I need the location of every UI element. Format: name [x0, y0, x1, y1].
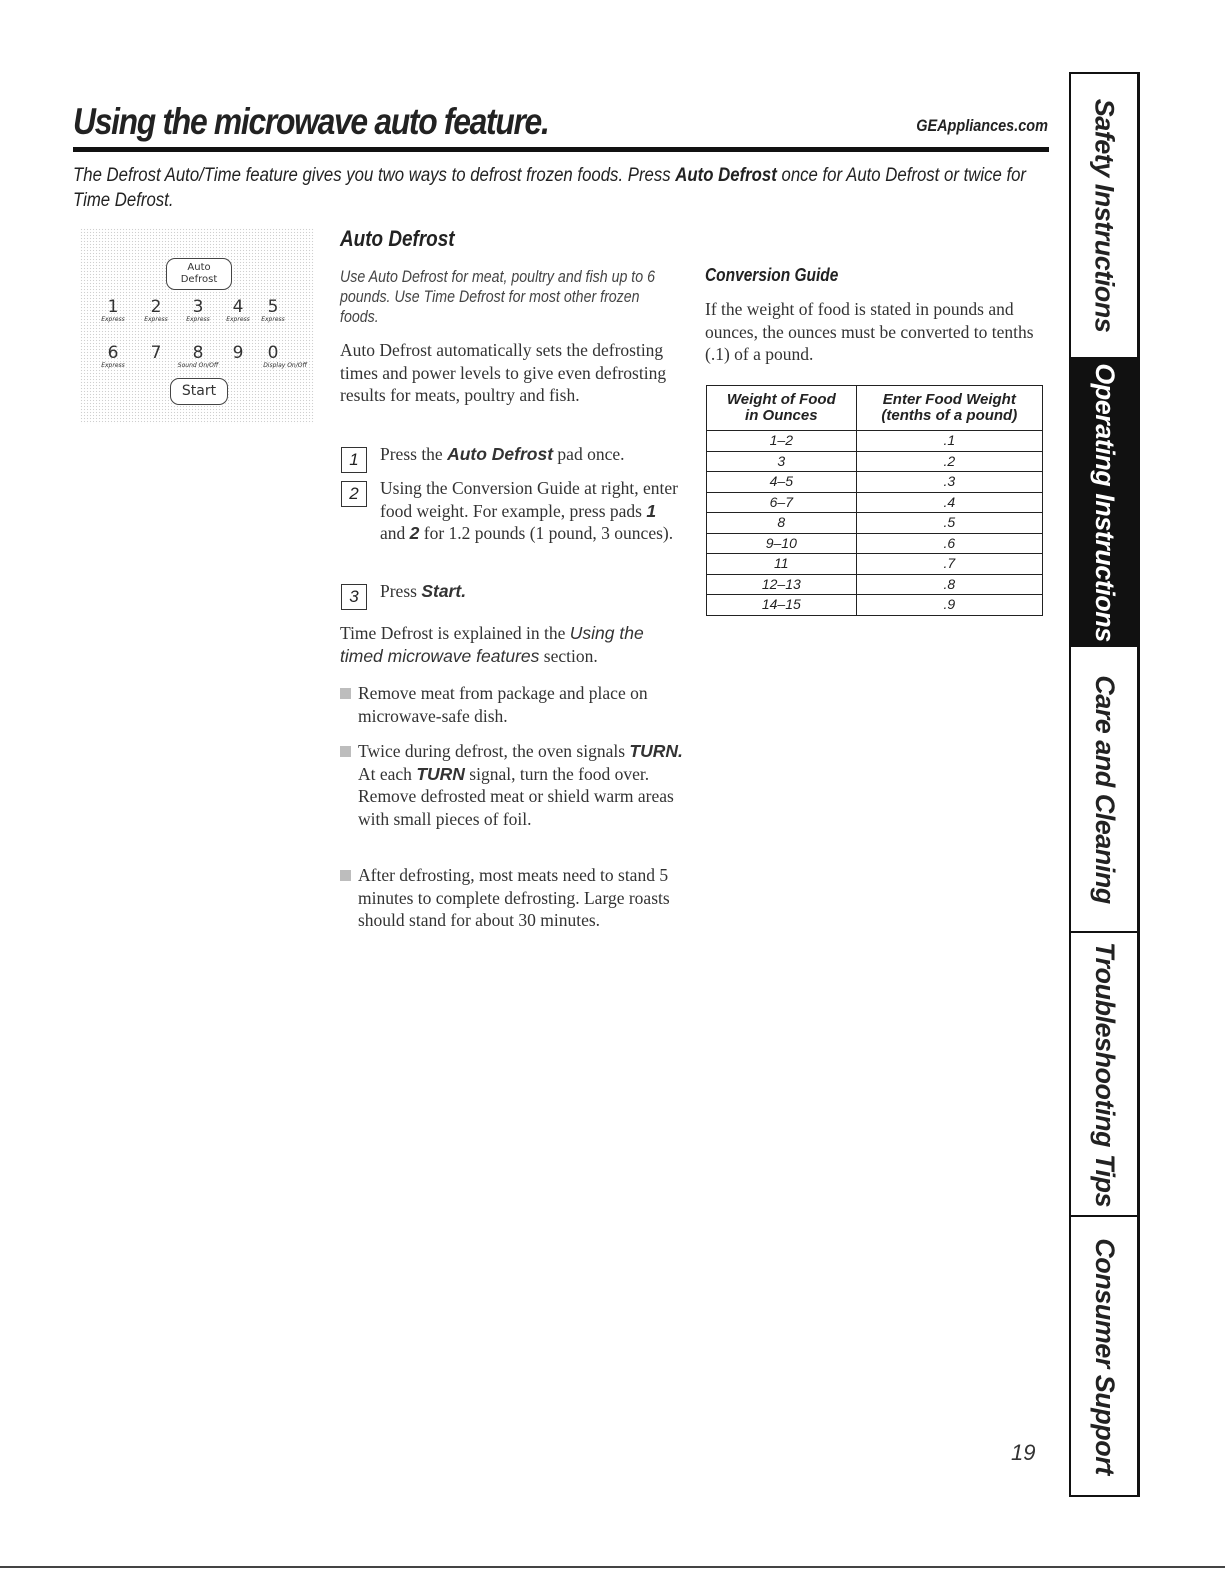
bullet-square-icon	[340, 746, 351, 757]
tenths-cell: .2	[856, 451, 1042, 472]
key-0-sublabel: Display On/Off	[263, 362, 307, 369]
ounces-cell: 8	[707, 513, 857, 534]
website-link[interactable]: GEAppliances.com	[916, 116, 1048, 135]
key-6-sublabel: Express	[101, 362, 125, 369]
ounces-cell: 4–5	[707, 472, 857, 493]
table-row	[707, 595, 1043, 616]
key-3: 3	[192, 297, 204, 317]
ounces-cell: 3	[707, 451, 857, 472]
start-key: Start	[170, 378, 228, 405]
key-1-sublabel: Express	[101, 316, 125, 323]
tip-bullet: After defrosting, most meats need to stand 5 minutes to complete defrosting. Large roasts should stand for about 30 minutes.	[340, 864, 685, 932]
ounces-cell: 1–2	[707, 431, 857, 452]
tenths-cell: .1	[856, 431, 1042, 452]
table-row	[707, 533, 1043, 554]
table-row	[707, 554, 1043, 575]
ounces-cell: 14–15	[707, 595, 857, 616]
bottom-rule	[0, 1566, 1225, 1568]
key-8: 8	[192, 343, 204, 363]
table-row	[707, 513, 1043, 534]
key-7: 7	[150, 343, 162, 363]
key-6: 6	[107, 343, 119, 363]
key-5-sublabel: Express	[261, 316, 285, 323]
auto-defrost-use-note: Use Auto Defrost for meat, poultry and fish up to 6 pounds. Use Time Defrost for most other frozen foods.	[340, 268, 655, 326]
ounces-cell: 9–10	[707, 533, 857, 554]
intro-text: The Defrost Auto/Time feature gives you two ways to defrost frozen foods. Press Auto Defrost once for Auto Defrost or twice for Time Defrost.	[73, 164, 1027, 211]
time-defrost-note: Time Defrost is explained in the Using the timed microwave features section.	[340, 623, 644, 666]
tab-troubleshooting-tips[interactable]: Troubleshooting Tips	[1089, 941, 1120, 1207]
tip-bullet: Remove meat from package and place on microwave-safe dish.	[340, 682, 685, 727]
key-0: 0	[267, 343, 279, 363]
step-number: 2	[341, 481, 367, 507]
table-row	[707, 492, 1043, 513]
step-1: 1 Press the Auto Defrost pad once.	[340, 443, 685, 466]
column-header-enter-weight: Enter Food Weight (tenths of a pound)	[856, 386, 1042, 431]
table-row	[707, 431, 1043, 452]
auto-defrost-heading: Auto Defrost	[340, 226, 455, 251]
section-tabs	[1069, 72, 1140, 1497]
tenths-cell: .4	[856, 492, 1042, 513]
table-header-row	[707, 386, 1043, 431]
ounces-cell: 12–13	[707, 574, 857, 595]
step-3: 3 Press Start.	[340, 580, 685, 603]
auto-defrost-body: Auto Defrost automatically sets the defrosting times and power levels to give even defrosting results for meats, poultry and fish.	[340, 340, 667, 405]
key-4-sublabel: Express	[226, 316, 250, 323]
keypad-illustration	[80, 228, 314, 424]
table-row	[707, 574, 1043, 595]
tenths-cell: .7	[856, 554, 1042, 575]
page-title: Using the microwave auto feature.	[73, 101, 549, 142]
title-rule	[73, 147, 1049, 152]
tenths-cell: .9	[856, 595, 1042, 616]
table-row	[707, 451, 1043, 472]
key-2-sublabel: Express	[144, 316, 168, 323]
tab-consumer-support[interactable]: Consumer Support	[1089, 1237, 1120, 1475]
tip-bullet: Twice during defrost, the oven signals TURN. At each TURN signal, turn the food over. Remove defrosted meat or shield warm areas with small pieces of foil.	[340, 740, 685, 830]
tab-operating-instructions[interactable]: Operating Instructions	[1071, 357, 1137, 647]
key-8-sublabel: Sound On/Off	[177, 362, 219, 369]
step-number: 3	[341, 584, 367, 610]
bullet-square-icon	[340, 870, 351, 881]
tenths-cell: .3	[856, 472, 1042, 493]
step-number: 1	[341, 447, 367, 473]
column-header-weight: Weight of Food in Ounces	[707, 386, 857, 431]
key-4: 4	[232, 297, 244, 317]
table-row	[707, 472, 1043, 493]
ounces-cell: 6–7	[707, 492, 857, 513]
tenths-cell: .5	[856, 513, 1042, 534]
tab-safety-instructions[interactable]: Safety Instructions	[1089, 98, 1120, 333]
key-2: 2	[150, 297, 162, 317]
bullet-square-icon	[340, 688, 351, 699]
key-5: 5	[267, 297, 279, 317]
auto-defrost-key: Auto Defrost	[166, 258, 232, 290]
key-9: 9	[232, 343, 244, 363]
key-3-sublabel: Express	[186, 316, 210, 323]
tab-care-and-cleaning[interactable]: Care and Cleaning	[1089, 675, 1120, 904]
ounces-cell: 11	[707, 554, 857, 575]
conversion-guide-heading: Conversion Guide	[705, 265, 839, 285]
key-1: 1	[107, 297, 119, 317]
conversion-guide-body: If the weight of food is stated in pounds and ounces, the ounces must be converted to tenths (.1) of a pound.	[705, 299, 1034, 364]
page-number: 19	[1011, 1440, 1036, 1465]
tenths-cell: .8	[856, 574, 1042, 595]
step-2: 2 Using the Conversion Guide at right, enter food weight. For example, press pads 1 and 2 for 1.2 pounds (1 pound, 3 ounces).	[340, 477, 685, 545]
tenths-cell: .6	[856, 533, 1042, 554]
conversion-table	[706, 385, 1043, 616]
